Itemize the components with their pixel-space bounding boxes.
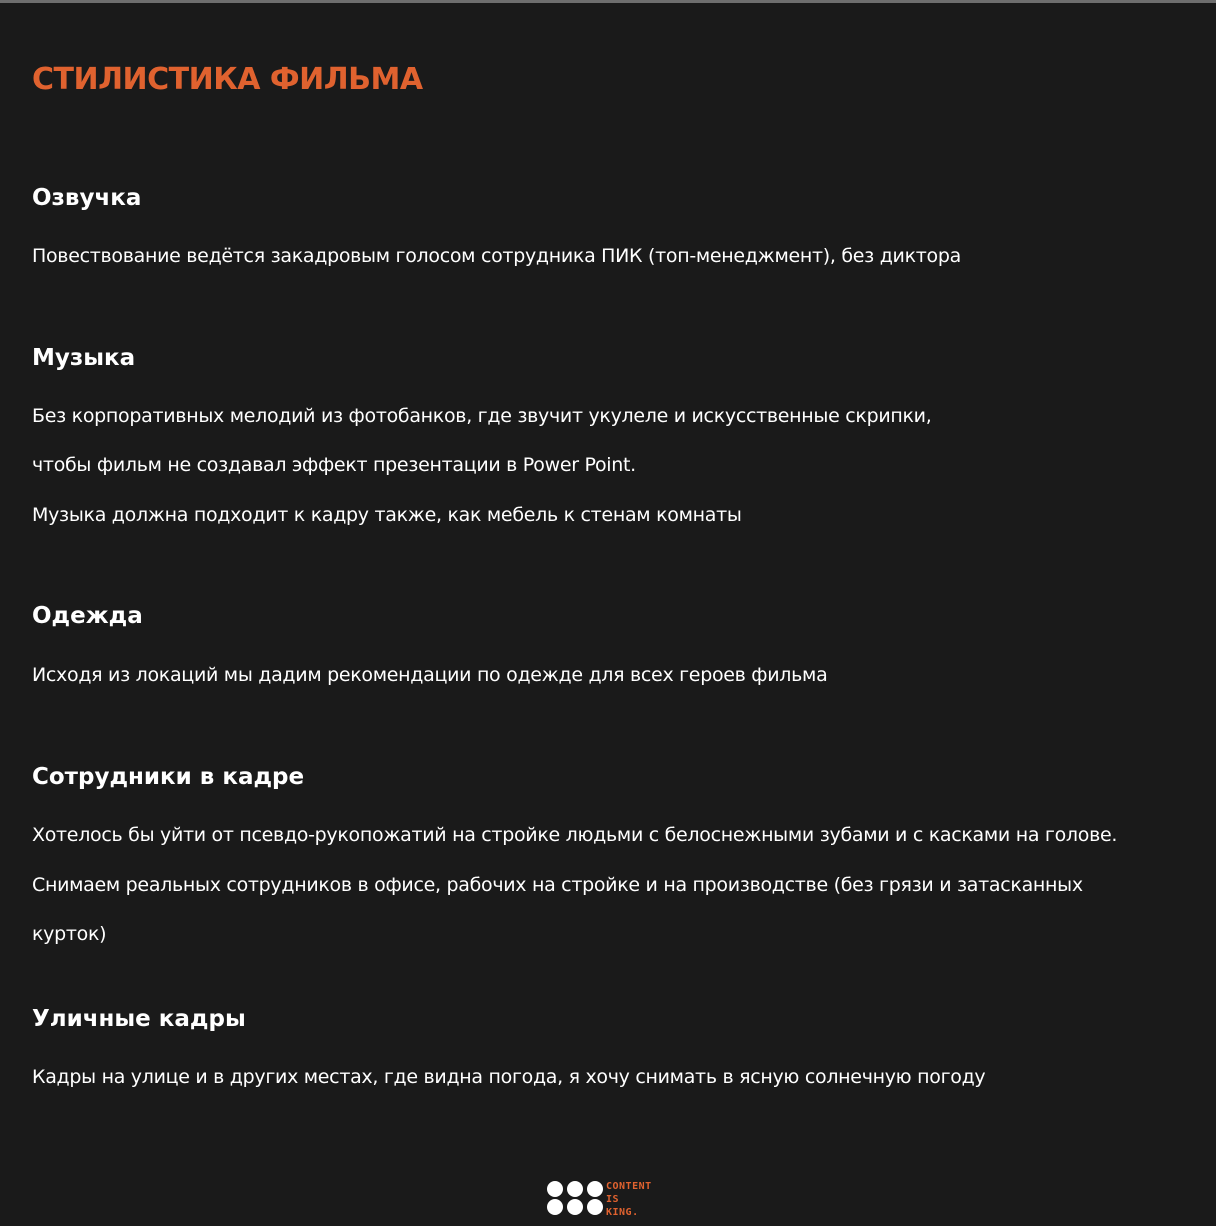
section-heading-clothing: Одежда <box>32 603 143 629</box>
section-text-music-line-1: Без корпоративных мелодий из фотобанков, где звучит укулеле и искусственные скрипки, <box>32 405 932 427</box>
section-text-clothing-line-1: Исходя из локаций мы дадим рекомендации по одежде для всех героев фильма <box>32 664 828 686</box>
content-is-king-logo <box>546 1180 676 1220</box>
section-text-employees-line-3: курток) <box>32 923 107 945</box>
logo-line-2: IS <box>606 1194 620 1205</box>
logo-line-3: KING. <box>606 1207 639 1218</box>
section-text-employees-line-1: Хотелось бы уйти от псевдо-рукопожатий на стройке людьми с белоснежными зубами и с касками на голове. <box>32 824 1118 846</box>
section-heading-music: Музыка <box>32 345 136 371</box>
section-text-music-line-2: чтобы фильм не создавал эффект презентации в Power Point. <box>32 454 636 476</box>
section-heading-street-shots: Уличные кадры <box>32 1006 246 1032</box>
section-heading-voiceover: Озвучка <box>32 185 142 211</box>
section-text-music-line-3: Музыка должна подходит к кадру также, как мебель к стенам комнаты <box>32 504 742 526</box>
section-text-voiceover-line-1: Повествование ведётся закадровым голосом сотрудника ПИК (топ-менеджмент), без диктора <box>32 245 961 267</box>
section-text-street-shots-line-1: Кадры на улице и в других местах, где видна погода, я хочу снимать в ясную солнечную погоду <box>32 1066 986 1088</box>
page-title: СТИЛИСТИКА ФИЛЬМА <box>32 62 423 97</box>
six-dots-logo-icon <box>546 1180 604 1216</box>
top-edge-divider <box>0 0 1216 3</box>
section-heading-employees: Сотрудники в кадре <box>32 764 305 790</box>
section-text-employees-line-2: Снимаем реальных сотрудников в офисе, рабочих на стройке и на производстве (без грязи и затасканных <box>32 874 1083 896</box>
logo-line-1: CONTENT <box>606 1181 652 1192</box>
logo-wordmark <box>606 1180 676 1219</box>
